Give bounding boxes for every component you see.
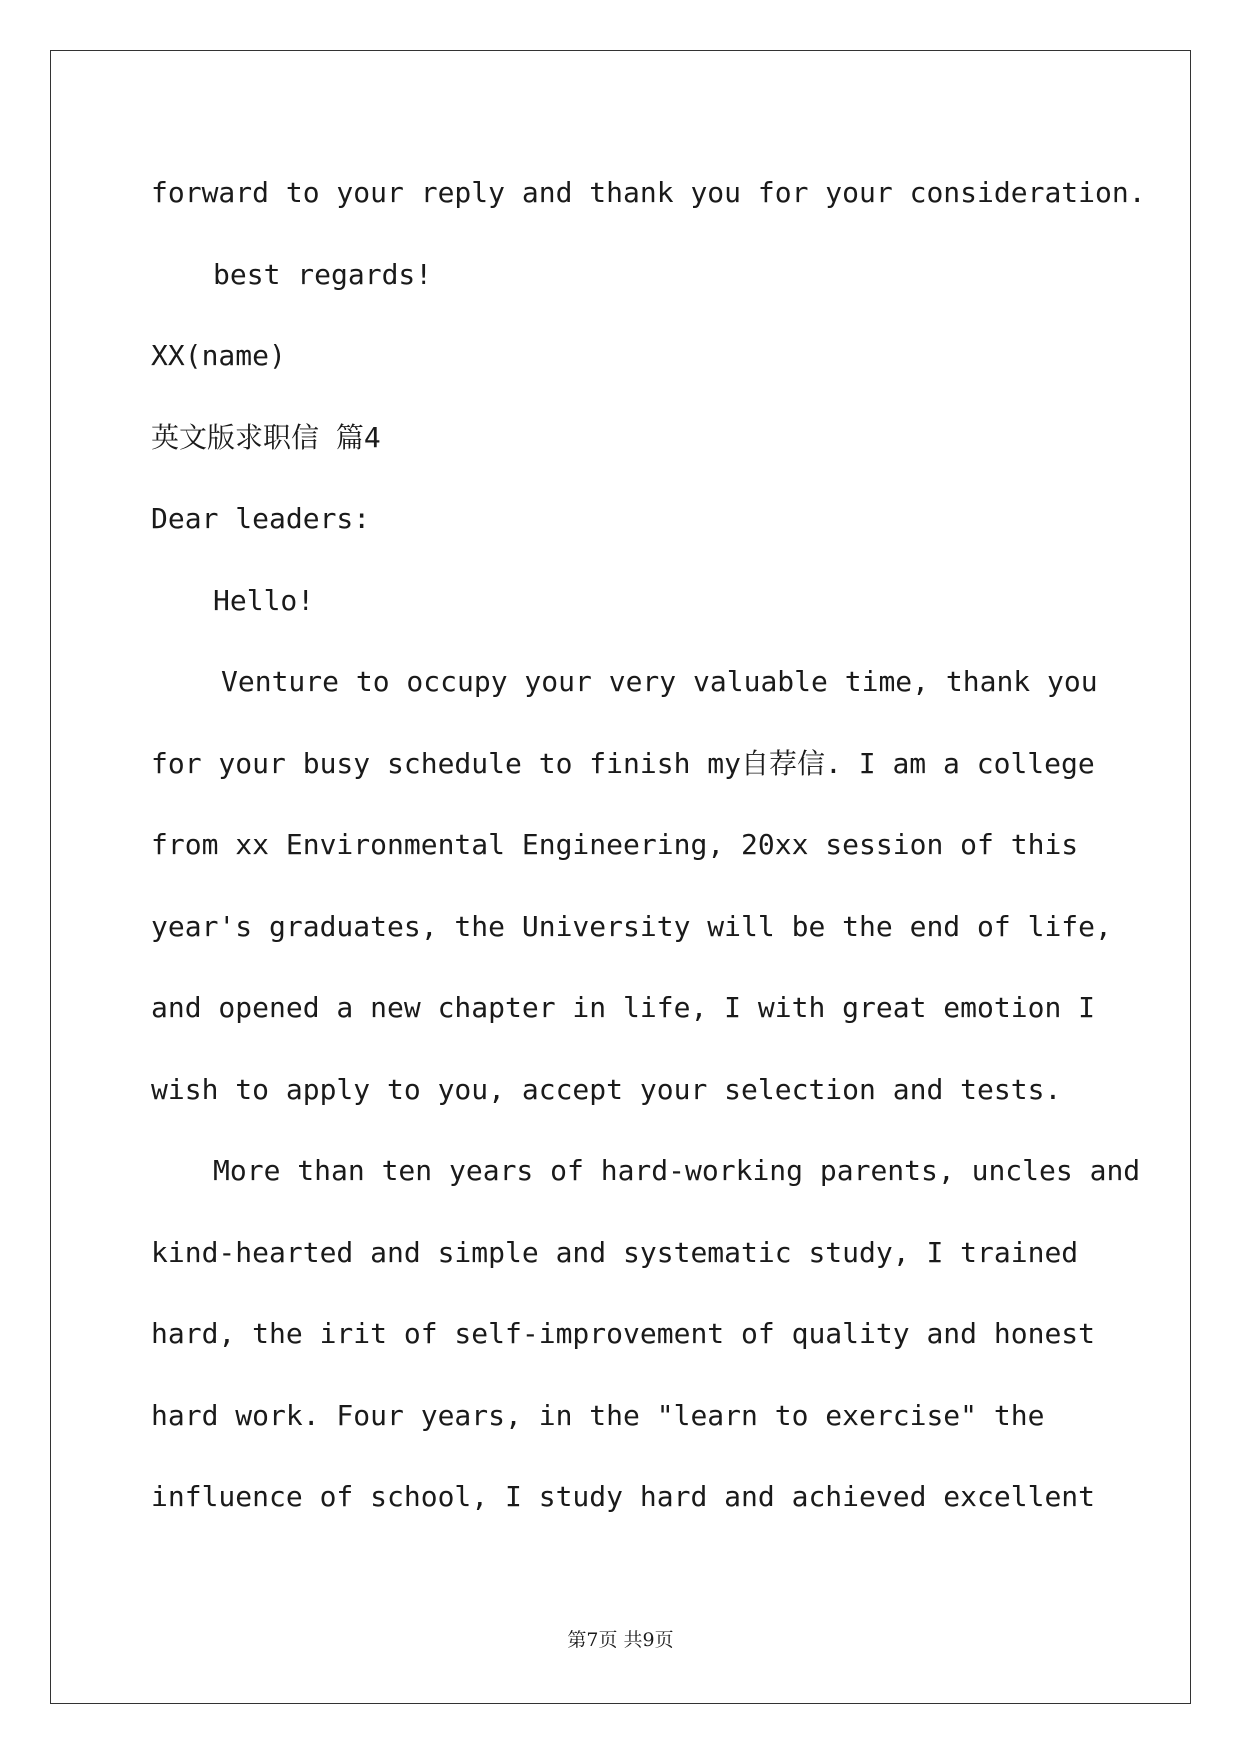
paragraph-line: and opened a new chapter in life, I with great emotion I — [151, 991, 1096, 1024]
paragraph-line: wish to apply to you, accept your selection and tests. — [151, 1072, 1062, 1106]
page-number: 第7页 共9页 — [567, 1629, 674, 1651]
section-heading: 英文版求职信 篇4 — [151, 420, 381, 454]
closing-line: best regards! — [213, 257, 433, 291]
greeting-line: Hello! — [213, 583, 315, 617]
paragraph-line: hard, the irit of self-improvement of quality and honest — [151, 1317, 1096, 1350]
paragraph-line: More than ten years of hard-working parents, uncles and — [213, 1154, 1141, 1187]
paragraph-line: Venture to occupy your very valuable time, thank you — [221, 665, 1098, 698]
paragraph-line: year's graduates, the University will be the end of life, — [151, 909, 1112, 943]
paragraph-line: for your busy schedule to finish my自荐信. I am a college — [151, 746, 1095, 780]
paragraph-line: influence of school, I study hard and achieved excellent — [151, 1480, 1096, 1513]
paragraph-line: from xx Environmental Engineering, 20xx session of this — [151, 828, 1079, 861]
salutation-line: Dear leaders: — [151, 502, 371, 535]
signature-line: XX(name) — [151, 339, 286, 372]
text-line: forward to your reply and thank you for your consideration. — [151, 176, 1146, 209]
paragraph-line: hard work. Four years, in the "learn to exercise" the — [151, 1398, 1045, 1432]
document-body — [151, 158, 1146, 1544]
paragraph-line: kind-hearted and simple and systematic study, I trained — [151, 1235, 1079, 1269]
